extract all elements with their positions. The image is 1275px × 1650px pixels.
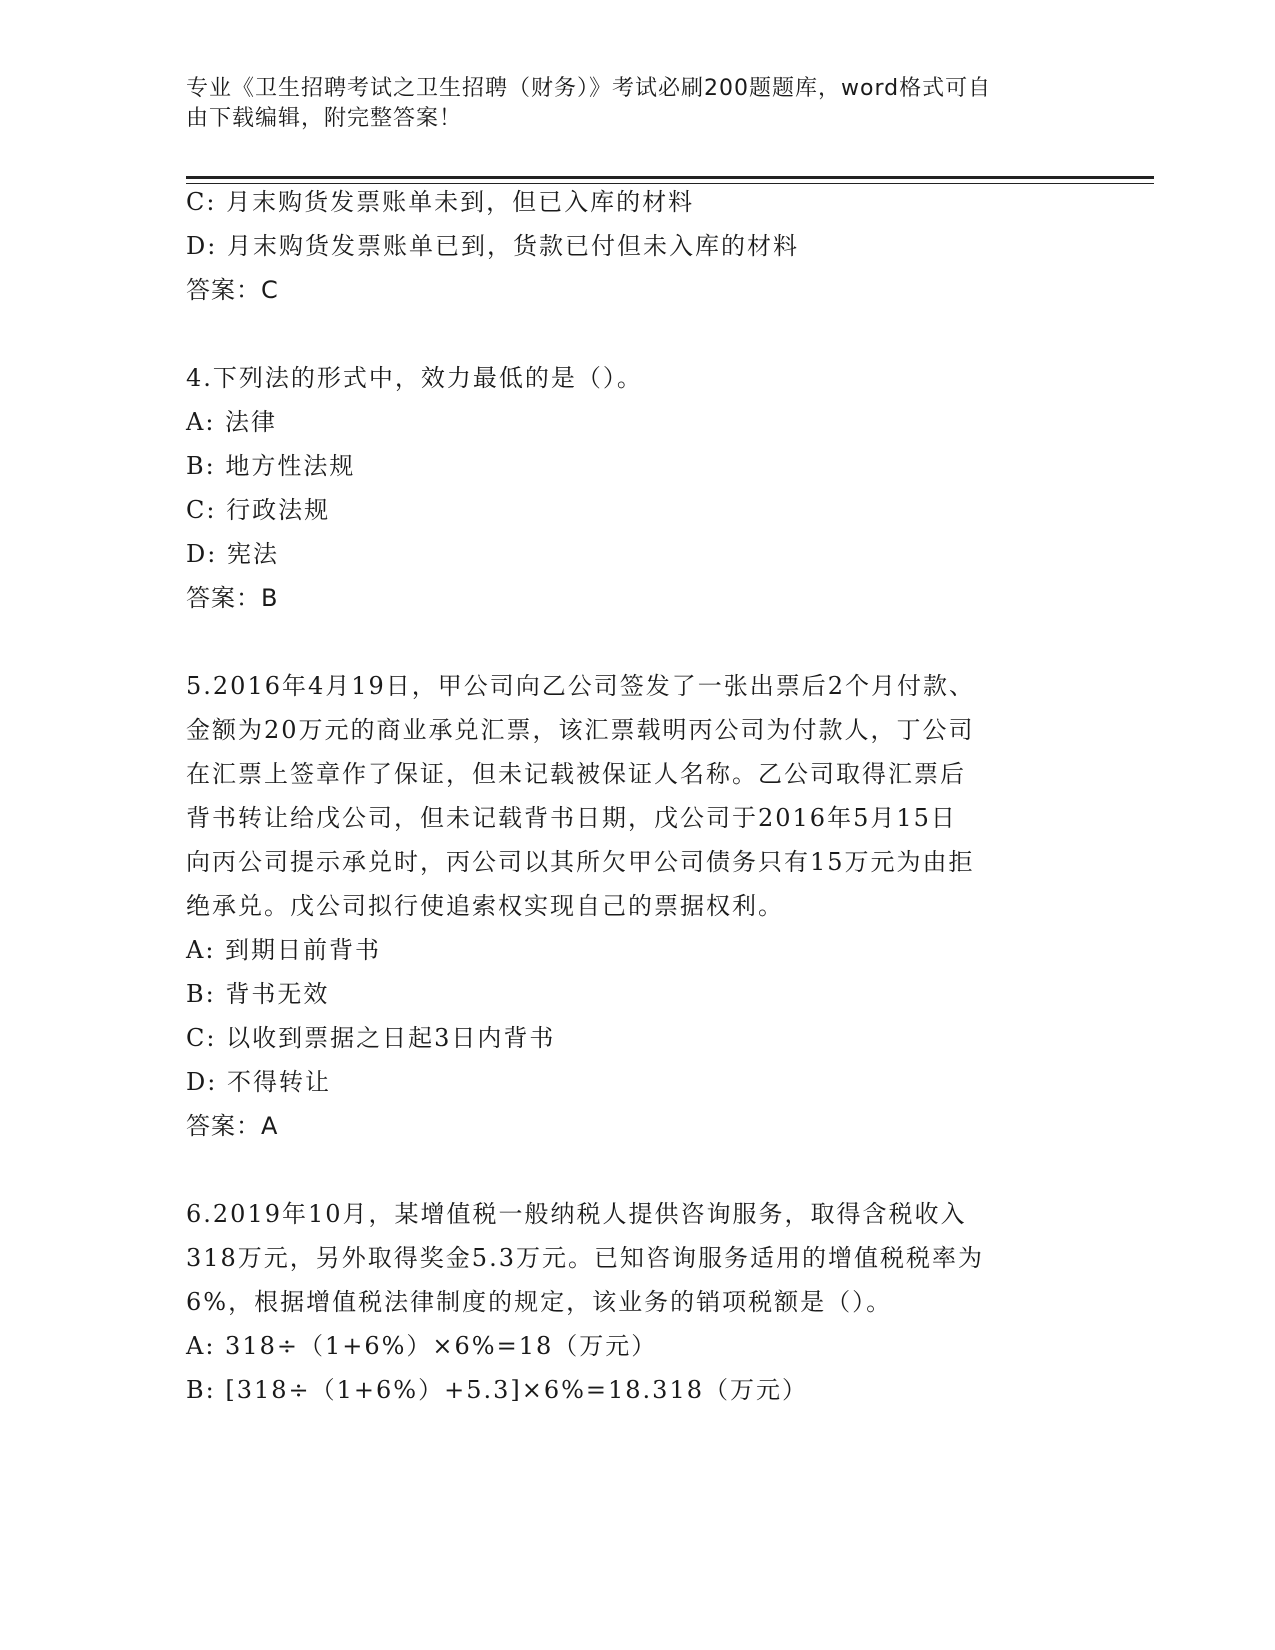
q6-option-b: B: [318÷（1+6%）+5.3]×6%=18.318（万元）: [186, 1376, 808, 1404]
q5-stem-line-4: 背书转让给戊公司，但未记载背书日期，戊公司于2016年5月15日: [186, 804, 957, 832]
q5-option-c: C: 以收到票据之日起3日内背书: [186, 1024, 556, 1052]
q4-option-a: A: 法律: [186, 408, 278, 436]
q6-stem-line-1: 6.2019年10月，某增值税一般纳税人提供咨询服务，取得含税收入: [186, 1200, 967, 1228]
q4-option-c: C: 行政法规: [186, 496, 331, 524]
q4-answer: 答案：B: [186, 584, 279, 612]
q3-option-d: D: 月末购货发票账单已到，货款已付但未入库的材料: [186, 232, 799, 260]
q3-answer: 答案：C: [186, 276, 279, 304]
header-line-1: 专业《卫生招聘考试之卫生招聘（财务）》考试必刷200题题库，word格式可自: [186, 76, 992, 101]
q5-stem-line-5: 向丙公司提示承兑时，丙公司以其所欠甲公司债务只有15万元为由拒: [186, 848, 975, 876]
q5-option-d: D: 不得转让: [186, 1068, 331, 1096]
q4-option-b: B: 地方性法规: [186, 452, 356, 480]
header-divider-thick: [186, 176, 1154, 179]
q6-stem-line-3: 6%，根据增值税法律制度的规定，该业务的销项税额是（）。: [186, 1288, 893, 1316]
header-divider-thin: [186, 183, 1154, 184]
q4-option-d: D: 宪法: [186, 540, 279, 568]
q5-option-b: B: 背书无效: [186, 980, 330, 1008]
q5-stem-line-1: 5.2016年4月19日，甲公司向乙公司签发了一张出票后2个月付款、: [186, 672, 976, 700]
q6-option-a: A: 318÷（1+6%）×6%=18（万元）: [186, 1332, 658, 1360]
header-line-2: 由下载编辑，附完整答案！: [186, 106, 463, 131]
q5-answer: 答案：A: [186, 1112, 279, 1140]
q4-stem: 4.下列法的形式中，效力最低的是（）。: [186, 364, 643, 392]
q5-stem-line-6: 绝承兑。戊公司拟行使追索权实现自己的票据权利。: [186, 892, 784, 920]
q5-option-a: A: 到期日前背书: [186, 936, 382, 964]
q5-stem-line-2: 金额为20万元的商业承兑汇票，该汇票载明丙公司为付款人，丁公司: [186, 716, 975, 744]
document-header: [186, 74, 1066, 134]
q3-option-c: C: 月末购货发票账单未到，但已入库的材料: [186, 188, 695, 216]
q6-stem-line-2: 318万元，另外取得奖金5.3万元。已知咨询服务适用的增值税税率为: [186, 1244, 984, 1272]
q5-stem-line-3: 在汇票上签章作了保证，但未记载被保证人名称。乙公司取得汇票后: [186, 760, 966, 788]
